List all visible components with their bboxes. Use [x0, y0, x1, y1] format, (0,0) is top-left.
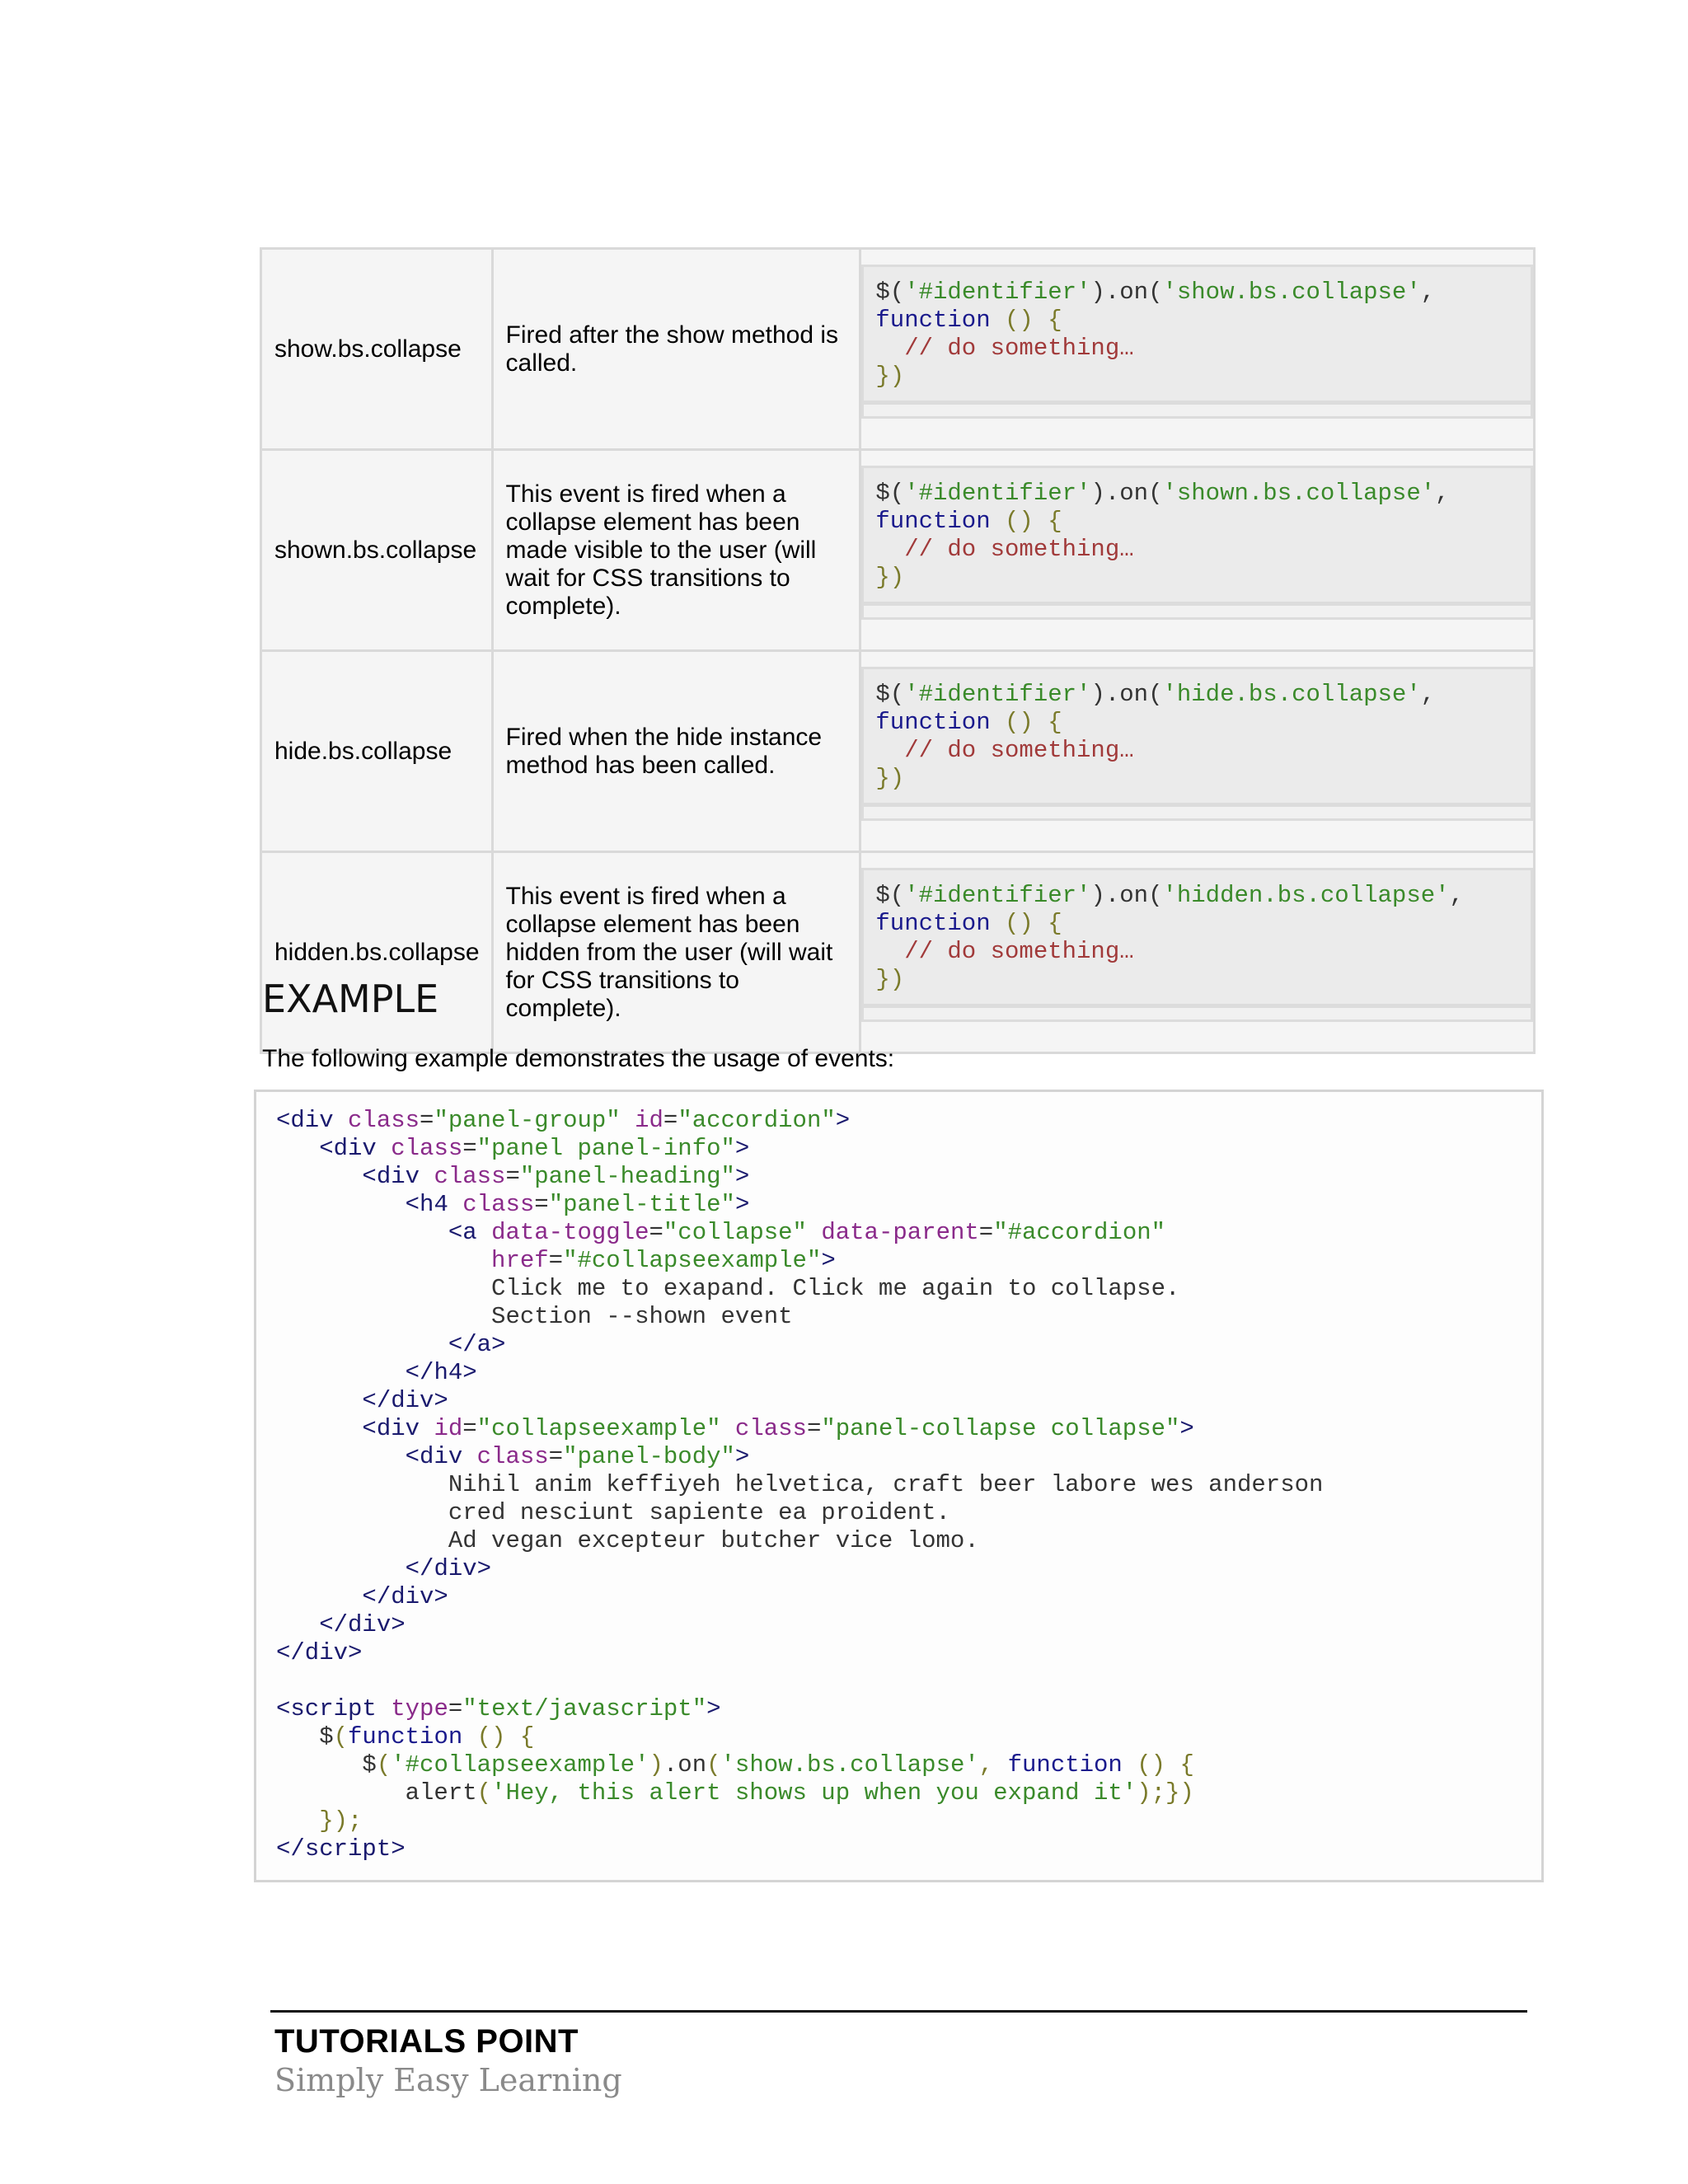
code-line: $(function () { — [276, 1723, 535, 1750]
event-description: Fired after the show method is called. — [492, 249, 860, 450]
event-description: This event is fired when a collapse element has been made visible to the user (will wait for CSS transitions to complete). — [492, 450, 860, 651]
code-line: <script type="text/javascript"> — [276, 1695, 721, 1722]
code-line: $('#identifier').on('show.bs.collapse', — [875, 279, 1436, 306]
code-line: <a data-toggle="collapse" data-parent="#accordion" — [448, 1219, 1166, 1246]
code-line: </div> — [276, 1639, 363, 1666]
code-line: }) — [875, 363, 905, 390]
code-snippet — [875, 279, 1519, 391]
event-name: hidden.bs.collapse — [261, 852, 493, 1053]
example-intro: The following example demonstrates the usage of events: — [262, 1045, 895, 1072]
code-line: Click me to exapand. Click me again to collapse. — [276, 1275, 1180, 1302]
code-line: cred nesciunt sapiente ea proident. — [276, 1499, 950, 1526]
code-line: <div class="panel-body"> — [405, 1443, 750, 1470]
table-row — [261, 651, 1535, 852]
code-line: $('#identifier').on('shown.bs.collapse', — [875, 480, 1450, 507]
code-line: href="#collapseexample"> — [491, 1247, 836, 1274]
code-line: </h4> — [405, 1359, 477, 1386]
code-line: </a> — [448, 1331, 506, 1358]
code-snippet — [875, 480, 1519, 592]
event-code-block — [861, 868, 1533, 1006]
event-description: This event is fired when a collapse element has been hidden from the user (will wait for CSS transitions to complete). — [492, 852, 860, 1053]
code-line: function () { — [875, 307, 1062, 334]
code-line: // do something… — [875, 536, 1134, 563]
events-table — [260, 247, 1536, 1054]
code-line: }) — [875, 564, 905, 591]
code-line: Nihil anim keffiyeh helvetica, craft beer labore wes anderson — [276, 1471, 1324, 1498]
table-row — [261, 249, 1535, 450]
code-line: $('#identifier').on('hide.bs.collapse', — [875, 681, 1436, 708]
code-snippet — [875, 681, 1519, 793]
code-line: </div> — [362, 1387, 448, 1414]
table-row — [261, 450, 1535, 651]
example-code-block — [254, 1090, 1544, 1882]
example-heading: EXAMPLE — [262, 977, 439, 1021]
code-line: // do something… — [875, 335, 1134, 362]
table-row — [261, 852, 1535, 1053]
code-line: <div class="panel-heading"> — [362, 1163, 750, 1190]
code-line: </script> — [276, 1835, 406, 1863]
footer-tagline: Simply Easy Learning — [274, 2062, 622, 2098]
footer-brand: TUTORIALS POINT — [274, 2023, 579, 2060]
code-line: // do something… — [875, 737, 1134, 764]
event-name: hide.bs.collapse — [261, 651, 493, 852]
code-line: <h4 class="panel-title"> — [405, 1191, 750, 1218]
footer-divider — [270, 2010, 1527, 2013]
event-name: show.bs.collapse — [261, 249, 493, 450]
code-line: <div class="panel-group" id="accordion"> — [276, 1107, 851, 1134]
code-line: function () { — [875, 508, 1062, 535]
code-line: }) — [875, 966, 905, 993]
code-line: $('#collapseexample').on('show.bs.collapse', function () { — [276, 1751, 1194, 1779]
code-snippet — [875, 882, 1519, 994]
event-code-block — [861, 667, 1533, 805]
code-line: </div> — [319, 1611, 406, 1638]
code-line: Ad vegan excepteur butcher vice lomo. — [276, 1527, 979, 1554]
code-line: // do something… — [875, 938, 1134, 965]
code-line: function () { — [875, 910, 1062, 937]
code-line: <div id="collapseexample" class="panel-collapse collapse"> — [362, 1415, 1194, 1442]
code-line: function () { — [875, 709, 1062, 736]
code-line: }) — [875, 765, 905, 792]
event-description: Fired when the hide instance method has been called. — [492, 651, 860, 852]
event-code-block — [861, 265, 1533, 403]
event-name: shown.bs.collapse — [261, 450, 493, 651]
code-line: Section --shown event — [276, 1303, 793, 1330]
code-line: alert('Hey, this alert shows up when you expand it');}) — [276, 1779, 1194, 1807]
code-line: <div class="panel panel-info"> — [319, 1135, 750, 1162]
code-line: </div> — [362, 1583, 448, 1610]
code-listing — [276, 1107, 1541, 1863]
code-line: }); — [319, 1807, 363, 1835]
code-line: </div> — [405, 1555, 492, 1582]
event-code-block — [861, 466, 1533, 604]
code-line — [276, 1667, 1541, 1695]
code-line: $('#identifier').on('hidden.bs.collapse', — [875, 882, 1464, 909]
